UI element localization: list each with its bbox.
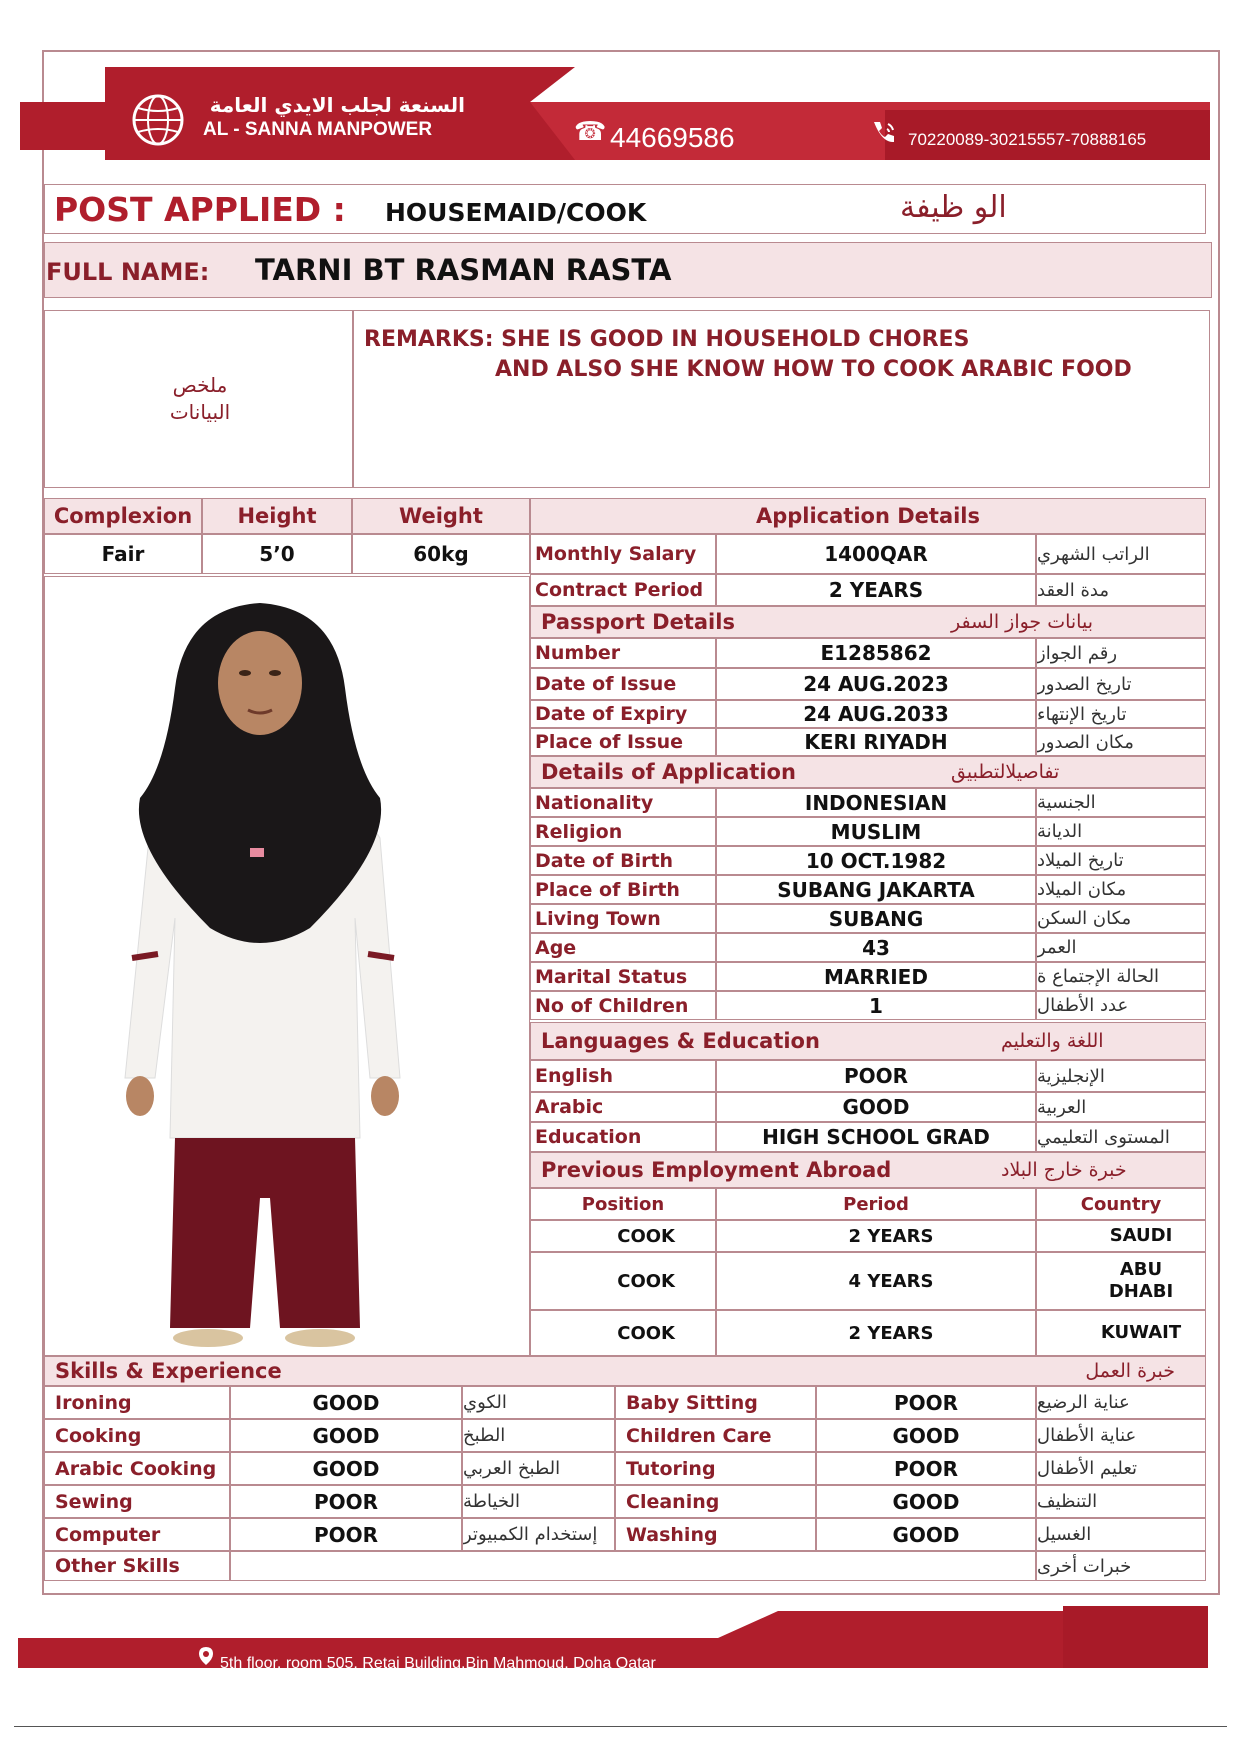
employment-position: COOK — [530, 1220, 716, 1252]
skill-label: Ironing — [44, 1386, 230, 1419]
detail-label: Date of Issue — [530, 668, 716, 700]
skill-label: Tutoring — [615, 1452, 816, 1485]
employment-section-header — [530, 1152, 1206, 1188]
detail-value: 1 — [716, 991, 1036, 1020]
details-title: Details of Application — [541, 760, 796, 784]
skill-label: Washing — [615, 1518, 816, 1551]
skill-ar: التنظيف — [1036, 1485, 1206, 1518]
detail-ar: العربية — [1036, 1092, 1206, 1122]
complexion-value: Fair — [44, 534, 202, 574]
applicant-photo — [110, 598, 410, 1358]
detail-value: MUSLIM — [716, 817, 1036, 846]
employment-country: SAUDI — [1036, 1220, 1206, 1252]
skills-title: Skills & Experience — [55, 1359, 282, 1383]
location-pin-icon — [198, 1646, 214, 1666]
detail-value: GOOD — [716, 1092, 1036, 1122]
skill-label: Sewing — [44, 1485, 230, 1518]
post-applied-value: HOUSEMAID/COOK — [385, 198, 647, 227]
detail-value: SUBANG — [716, 904, 1036, 933]
other-skills-value — [230, 1551, 1036, 1581]
skill-ar: الغسيل — [1036, 1518, 1206, 1551]
detail-ar: مكان الصدور — [1036, 728, 1206, 756]
other-skills-label: Other Skills — [44, 1551, 230, 1581]
passport-title-ar: بيانات جواز السفر — [951, 611, 1093, 633]
remarks-line-2: AND ALSO SHE KNOW HOW TO COOK ARABIC FOOD — [495, 357, 1132, 382]
detail-value: SUBANG JAKARTA — [716, 875, 1036, 904]
detail-ar: الراتب الشهري — [1036, 534, 1206, 574]
detail-value: HIGH SCHOOL GRAD — [716, 1122, 1036, 1152]
detail-ar: العمر — [1036, 933, 1206, 962]
skill-value: POOR — [816, 1452, 1036, 1485]
post-applied-label: POST APPLIED : — [54, 190, 346, 229]
detail-value: 10 OCT.1982 — [716, 846, 1036, 875]
skill-ar: عناية الأطفال — [1036, 1419, 1206, 1452]
skill-ar: عناية الرضيع — [1036, 1386, 1206, 1419]
skill-value: GOOD — [230, 1419, 462, 1452]
detail-value: 24 AUG.2023 — [716, 668, 1036, 700]
detail-value: 43 — [716, 933, 1036, 962]
detail-label: Date of Expiry — [530, 700, 716, 728]
detail-value: 2 YEARS — [716, 574, 1036, 606]
skills-header — [44, 1356, 1206, 1386]
summary-ar: ملخص البيانات — [169, 373, 231, 424]
skill-label: Baby Sitting — [615, 1386, 816, 1419]
application-details-header: Application Details — [530, 498, 1206, 534]
detail-label: Living Town — [530, 904, 716, 933]
languages-title: Languages & Education — [541, 1029, 820, 1053]
post-applied-ar: الو ظيفة — [900, 190, 1007, 225]
skill-value: POOR — [230, 1518, 462, 1551]
detail-ar: مدة العقد — [1036, 574, 1206, 606]
detail-ar: الجنسية — [1036, 788, 1206, 817]
skill-ar: الخياطة — [462, 1485, 615, 1518]
skill-ar: تعليم الأطفال — [1036, 1452, 1206, 1485]
detail-ar: الديانة — [1036, 817, 1206, 846]
skill-ar: إستخدام الكمبيوتر — [462, 1518, 615, 1551]
detail-label: Marital Status — [530, 962, 716, 991]
detail-label: English — [530, 1060, 716, 1092]
detail-ar: الحالة الإجتماع ة — [1036, 962, 1206, 991]
detail-value: INDONESIAN — [716, 788, 1036, 817]
detail-label: Nationality — [530, 788, 716, 817]
skill-label: Children Care — [615, 1419, 816, 1452]
detail-label: Place of Issue — [530, 728, 716, 756]
skill-label: Arabic Cooking — [44, 1452, 230, 1485]
height-header: Height — [202, 498, 352, 534]
detail-value: KERI RIYADH — [716, 728, 1036, 756]
phone-number: 44669586 — [610, 122, 735, 153]
employment-country: KUWAIT — [1036, 1310, 1206, 1356]
weight-header: Weight — [352, 498, 530, 534]
detail-label: No of Children — [530, 991, 716, 1020]
detail-label: Number — [530, 638, 716, 668]
remarks-line-1: REMARKS: SHE IS GOOD IN HOUSEHOLD CHORES — [364, 327, 970, 352]
skill-value: GOOD — [816, 1518, 1036, 1551]
detail-ar: رقم الجواز — [1036, 638, 1206, 668]
skill-label: Cleaning — [615, 1485, 816, 1518]
mobile-numbers: 70220089-30215557-70888165 — [908, 130, 1147, 149]
mobile-phone-icon — [868, 118, 898, 148]
detail-label: Monthly Salary — [530, 534, 716, 574]
skill-value: GOOD — [230, 1386, 462, 1419]
employment-position: COOK — [530, 1310, 716, 1356]
passport-title: Passport Details — [541, 610, 735, 634]
passport-section-header — [530, 606, 1206, 638]
skill-value: GOOD — [816, 1485, 1036, 1518]
detail-label: Religion — [530, 817, 716, 846]
skill-label: Cooking — [44, 1419, 230, 1452]
weight-value: 60kg — [352, 534, 530, 574]
skill-ar: الكوي — [462, 1386, 615, 1419]
brand-name-ar: السنعة لجلب الايدي العامة — [209, 93, 465, 117]
detail-value: 24 AUG.2033 — [716, 700, 1036, 728]
detail-ar: تاريخ الإنتهاء — [1036, 700, 1206, 728]
skill-value: GOOD — [230, 1452, 462, 1485]
details-section-header — [530, 756, 1206, 788]
full-name-label: FULL NAME: — [46, 258, 210, 286]
detail-value: 1400QAR — [716, 534, 1036, 574]
footer-address: 5th floor, room 505, Retaj Building,Bin Mahmoud, Doha Qatar — [220, 1655, 656, 1672]
skill-ar: الطبخ العربي — [462, 1452, 615, 1485]
detail-value: E1285862 — [716, 638, 1036, 668]
skill-label: Computer — [44, 1518, 230, 1551]
detail-value: POOR — [716, 1060, 1036, 1092]
complexion-header: Complexion — [44, 498, 202, 534]
employment-title-ar: خبرة خارج البلاد — [1001, 1159, 1127, 1181]
employment-country: ABU DHABI — [1036, 1252, 1206, 1310]
detail-ar: مكان الميلاد — [1036, 875, 1206, 904]
detail-ar: عدد الأطفال — [1036, 991, 1206, 1020]
detail-ar: المستوى التعليمي — [1036, 1122, 1206, 1152]
detail-ar: مكان السكن — [1036, 904, 1206, 933]
employment-period: 2 YEARS — [716, 1310, 1036, 1356]
detail-label: Place of Birth — [530, 875, 716, 904]
detail-ar: الإنجليزية — [1036, 1060, 1206, 1092]
detail-label: Arabic — [530, 1092, 716, 1122]
detail-label: Education — [530, 1122, 716, 1152]
detail-ar: تاريخ الميلاد — [1036, 846, 1206, 875]
details-title-ar: تفاصيلالتطبيق — [951, 761, 1060, 783]
other-skills-ar: خبرات أخرى — [1036, 1551, 1206, 1581]
detail-label: Contract Period — [530, 574, 716, 606]
phone-icon: ☎ — [574, 117, 607, 147]
full-name-value: TARNI BT RASMAN RASTA — [255, 253, 672, 287]
languages-title-ar: اللغة والتعليم — [1001, 1030, 1104, 1052]
height-value: 5’0 — [202, 534, 352, 574]
skill-ar: الطبخ — [462, 1419, 615, 1452]
header-banner — [20, 65, 1225, 175]
employment-period: 4 YEARS — [716, 1252, 1036, 1310]
employment-period: 2 YEARS — [716, 1220, 1036, 1252]
skill-value: GOOD — [816, 1419, 1036, 1452]
detail-ar: تاريخ الصدور — [1036, 668, 1206, 700]
bottom-divider — [14, 1726, 1227, 1727]
globe-logo-icon — [130, 92, 186, 148]
detail-label: Date of Birth — [530, 846, 716, 875]
detail-value: MARRIED — [716, 962, 1036, 991]
employment-title: Previous Employment Abroad — [541, 1158, 892, 1182]
employment-position: COOK — [530, 1252, 716, 1310]
skill-value: POOR — [230, 1485, 462, 1518]
brand-name-en: AL - SANNA MANPOWER — [203, 119, 433, 140]
detail-label: Age — [530, 933, 716, 962]
skills-ar: خبرة العمل — [1085, 1360, 1175, 1382]
skill-value: POOR — [816, 1386, 1036, 1419]
position-header: Position — [530, 1188, 716, 1220]
country-header: Country — [1036, 1188, 1206, 1220]
languages-section-header — [530, 1022, 1206, 1060]
period-header: Period — [716, 1188, 1036, 1220]
